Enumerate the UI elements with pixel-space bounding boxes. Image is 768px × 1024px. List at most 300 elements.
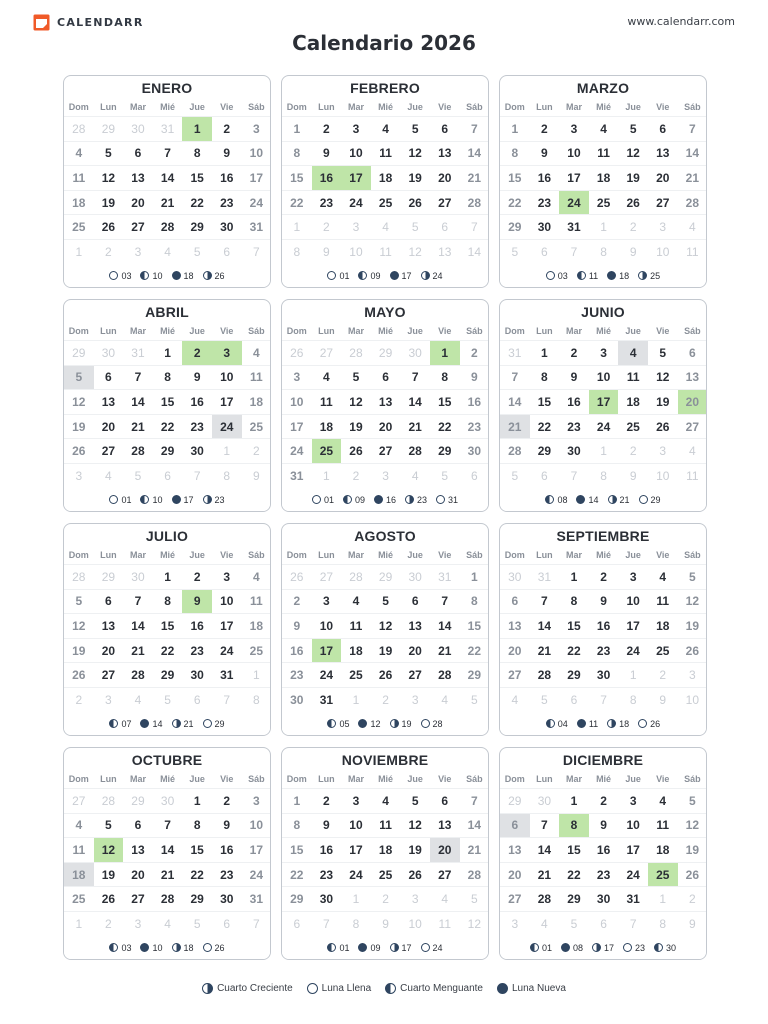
- adjacent-month-day[interactable]: 27: [64, 788, 94, 813]
- day-cell[interactable]: 14: [530, 613, 560, 638]
- day-cell[interactable]: 2: [182, 564, 212, 589]
- day-cell[interactable]: 15: [182, 837, 212, 862]
- day-cell[interactable]: 24: [618, 862, 648, 887]
- day-cell[interactable]: 10: [618, 589, 648, 614]
- day-cell[interactable]: 2: [312, 116, 342, 141]
- day-cell[interactable]: 3: [312, 589, 342, 614]
- day-cell[interactable]: 4: [312, 365, 342, 390]
- day-cell[interactable]: 4: [242, 564, 271, 589]
- day-cell[interactable]: 16: [530, 165, 560, 190]
- day-cell[interactable]: 20: [371, 414, 401, 439]
- adjacent-month-day[interactable]: 2: [312, 214, 342, 239]
- adjacent-month-day[interactable]: 27: [312, 564, 342, 589]
- adjacent-month-day[interactable]: 5: [530, 687, 560, 712]
- adjacent-month-day[interactable]: 30: [123, 116, 153, 141]
- day-cell[interactable]: 27: [678, 414, 707, 439]
- day-cell[interactable]: 20: [94, 414, 124, 439]
- day-cell[interactable]: 10: [341, 813, 371, 838]
- day-cell[interactable]: 20: [123, 190, 153, 215]
- day-cell[interactable]: 3: [341, 116, 371, 141]
- adjacent-month-day[interactable]: 7: [242, 239, 271, 264]
- day-cell[interactable]: 25: [589, 190, 619, 215]
- day-cell[interactable]: 28: [460, 862, 489, 887]
- day-cell[interactable]: 19: [618, 165, 648, 190]
- adjacent-month-day[interactable]: 2: [371, 886, 401, 911]
- day-cell[interactable]: 19: [371, 638, 401, 663]
- site-url-link[interactable]: www.calendarr.com: [627, 15, 735, 28]
- day-cell[interactable]: 16: [282, 638, 312, 663]
- day-cell[interactable]: 19: [400, 165, 430, 190]
- adjacent-month-day[interactable]: 6: [530, 463, 560, 488]
- adjacent-month-day[interactable]: 7: [312, 911, 342, 936]
- day-cell[interactable]: 28: [400, 438, 430, 463]
- day-cell[interactable]: 12: [648, 365, 678, 390]
- day-cell[interactable]: 23: [589, 638, 619, 663]
- day-cell[interactable]: 25: [341, 662, 371, 687]
- day-cell[interactable]: 1: [559, 788, 589, 813]
- adjacent-month-day[interactable]: 29: [94, 116, 124, 141]
- adjacent-month-day[interactable]: 2: [242, 438, 271, 463]
- day-cell[interactable]: 7: [460, 788, 489, 813]
- adjacent-month-day[interactable]: 27: [312, 340, 342, 365]
- holiday-day-cell[interactable]: 17: [341, 165, 371, 190]
- day-cell[interactable]: 19: [678, 837, 707, 862]
- holiday-day-cell[interactable]: 9: [182, 589, 212, 614]
- adjacent-month-day[interactable]: 1: [312, 463, 342, 488]
- day-cell[interactable]: 30: [559, 438, 589, 463]
- adjacent-month-day[interactable]: 28: [94, 788, 124, 813]
- day-cell[interactable]: 16: [589, 613, 619, 638]
- day-cell[interactable]: 7: [678, 116, 707, 141]
- day-cell[interactable]: 24: [242, 862, 271, 887]
- adjacent-month-day[interactable]: 31: [530, 564, 560, 589]
- day-cell[interactable]: 15: [559, 837, 589, 862]
- adjacent-month-day[interactable]: 2: [64, 687, 94, 712]
- day-cell[interactable]: 10: [618, 813, 648, 838]
- adjacent-month-day[interactable]: 2: [94, 911, 124, 936]
- adjacent-month-day[interactable]: 28: [64, 564, 94, 589]
- day-cell[interactable]: 26: [94, 886, 124, 911]
- adjacent-month-day[interactable]: 4: [94, 463, 124, 488]
- adjacent-month-day[interactable]: 4: [678, 214, 707, 239]
- day-cell[interactable]: 10: [242, 141, 271, 166]
- day-cell[interactable]: 19: [94, 862, 124, 887]
- day-cell[interactable]: 27: [500, 886, 530, 911]
- day-cell[interactable]: 6: [500, 813, 530, 838]
- holiday-day-cell[interactable]: 20: [678, 389, 707, 414]
- day-cell[interactable]: 25: [371, 190, 401, 215]
- adjacent-month-day[interactable]: 6: [430, 214, 460, 239]
- adjacent-month-day[interactable]: 30: [530, 788, 560, 813]
- adjacent-month-day[interactable]: 4: [430, 886, 460, 911]
- day-cell[interactable]: 24: [618, 638, 648, 663]
- day-cell[interactable]: 15: [500, 165, 530, 190]
- adjacent-month-day[interactable]: 29: [94, 564, 124, 589]
- day-cell[interactable]: 11: [618, 365, 648, 390]
- adjacent-month-day[interactable]: 5: [500, 239, 530, 264]
- day-cell[interactable]: 23: [212, 862, 242, 887]
- adjacent-month-day[interactable]: 2: [341, 463, 371, 488]
- day-cell[interactable]: 14: [123, 613, 153, 638]
- day-cell[interactable]: 14: [153, 165, 183, 190]
- day-cell[interactable]: 5: [94, 813, 124, 838]
- adjacent-month-day[interactable]: 26: [282, 564, 312, 589]
- day-cell[interactable]: 21: [123, 414, 153, 439]
- day-cell[interactable]: 12: [400, 141, 430, 166]
- day-cell[interactable]: 24: [341, 862, 371, 887]
- day-cell[interactable]: 2: [312, 788, 342, 813]
- adjacent-month-day[interactable]: 11: [371, 239, 401, 264]
- adjacent-month-day[interactable]: 1: [341, 687, 371, 712]
- adjacent-month-day[interactable]: 3: [400, 886, 430, 911]
- adjacent-month-day[interactable]: 8: [242, 687, 271, 712]
- day-cell[interactable]: 9: [530, 141, 560, 166]
- day-cell[interactable]: 11: [242, 365, 271, 390]
- day-cell[interactable]: 4: [64, 141, 94, 166]
- day-cell[interactable]: 7: [530, 813, 560, 838]
- day-cell[interactable]: 8: [153, 365, 183, 390]
- day-cell[interactable]: 21: [500, 414, 530, 439]
- day-cell[interactable]: 15: [559, 613, 589, 638]
- day-cell[interactable]: 28: [430, 662, 460, 687]
- day-cell[interactable]: 29: [153, 438, 183, 463]
- day-cell[interactable]: 28: [530, 662, 560, 687]
- day-cell[interactable]: 22: [430, 414, 460, 439]
- day-cell[interactable]: 26: [678, 862, 707, 887]
- day-cell[interactable]: 23: [182, 414, 212, 439]
- adjacent-month-day[interactable]: 4: [153, 911, 183, 936]
- adjacent-month-day[interactable]: 4: [500, 687, 530, 712]
- day-cell[interactable]: 9: [312, 813, 342, 838]
- adjacent-month-day[interactable]: 6: [212, 911, 242, 936]
- day-cell[interactable]: 11: [242, 589, 271, 614]
- day-cell[interactable]: 29: [182, 214, 212, 239]
- day-cell[interactable]: 14: [500, 389, 530, 414]
- day-cell[interactable]: 28: [153, 214, 183, 239]
- day-cell[interactable]: 8: [430, 365, 460, 390]
- day-cell[interactable]: 23: [559, 414, 589, 439]
- day-cell[interactable]: 11: [648, 589, 678, 614]
- day-cell[interactable]: 3: [212, 564, 242, 589]
- day-cell[interactable]: 10: [559, 141, 589, 166]
- adjacent-month-day[interactable]: 11: [678, 463, 707, 488]
- day-cell[interactable]: 2: [559, 340, 589, 365]
- day-cell[interactable]: 7: [460, 116, 489, 141]
- adjacent-month-day[interactable]: 9: [312, 239, 342, 264]
- adjacent-month-day[interactable]: 5: [559, 911, 589, 936]
- adjacent-month-day[interactable]: 5: [500, 463, 530, 488]
- adjacent-month-day[interactable]: 6: [530, 239, 560, 264]
- day-cell[interactable]: 31: [212, 662, 242, 687]
- day-cell[interactable]: 28: [678, 190, 707, 215]
- day-cell[interactable]: 4: [648, 788, 678, 813]
- adjacent-month-day[interactable]: 6: [589, 911, 619, 936]
- day-cell[interactable]: 12: [678, 589, 707, 614]
- day-cell[interactable]: 5: [678, 788, 707, 813]
- day-cell[interactable]: 25: [371, 862, 401, 887]
- adjacent-month-day[interactable]: 6: [559, 687, 589, 712]
- adjacent-month-day[interactable]: 11: [430, 911, 460, 936]
- day-cell[interactable]: 17: [282, 414, 312, 439]
- day-cell[interactable]: 20: [500, 862, 530, 887]
- adjacent-month-day[interactable]: 28: [341, 564, 371, 589]
- day-cell[interactable]: 18: [371, 165, 401, 190]
- day-cell[interactable]: 15: [182, 165, 212, 190]
- day-cell[interactable]: 10: [589, 365, 619, 390]
- day-cell[interactable]: 19: [64, 638, 94, 663]
- day-cell[interactable]: 31: [242, 886, 271, 911]
- adjacent-month-day[interactable]: 4: [678, 438, 707, 463]
- day-cell[interactable]: 16: [212, 165, 242, 190]
- adjacent-month-day[interactable]: 5: [460, 886, 489, 911]
- day-cell[interactable]: 3: [589, 340, 619, 365]
- day-cell[interactable]: 3: [282, 365, 312, 390]
- adjacent-month-day[interactable]: 10: [400, 911, 430, 936]
- adjacent-month-day[interactable]: 31: [123, 340, 153, 365]
- adjacent-month-day[interactable]: 3: [400, 687, 430, 712]
- day-cell[interactable]: 26: [678, 638, 707, 663]
- adjacent-month-day[interactable]: 26: [282, 340, 312, 365]
- day-cell[interactable]: 29: [530, 438, 560, 463]
- adjacent-month-day[interactable]: 7: [618, 911, 648, 936]
- day-cell[interactable]: 13: [94, 389, 124, 414]
- adjacent-month-day[interactable]: 10: [648, 463, 678, 488]
- holiday-day-cell[interactable]: 24: [559, 190, 589, 215]
- day-cell[interactable]: 19: [400, 837, 430, 862]
- adjacent-month-day[interactable]: 5: [400, 214, 430, 239]
- holiday-day-cell[interactable]: 17: [312, 638, 342, 663]
- day-cell[interactable]: 15: [430, 389, 460, 414]
- day-cell[interactable]: 5: [64, 589, 94, 614]
- day-cell[interactable]: 15: [153, 389, 183, 414]
- day-cell[interactable]: 20: [430, 837, 460, 862]
- day-cell[interactable]: 10: [282, 389, 312, 414]
- day-cell[interactable]: 2: [530, 116, 560, 141]
- adjacent-month-day[interactable]: 4: [400, 463, 430, 488]
- holiday-day-cell[interactable]: 12: [94, 837, 124, 862]
- adjacent-month-day[interactable]: 31: [153, 116, 183, 141]
- day-cell[interactable]: 18: [589, 165, 619, 190]
- day-cell[interactable]: 18: [242, 613, 271, 638]
- day-cell[interactable]: 8: [500, 141, 530, 166]
- adjacent-month-day[interactable]: 14: [460, 239, 489, 264]
- day-cell[interactable]: 9: [559, 365, 589, 390]
- day-cell[interactable]: 10: [212, 589, 242, 614]
- day-cell[interactable]: 30: [460, 438, 489, 463]
- adjacent-month-day[interactable]: 1: [64, 911, 94, 936]
- day-cell[interactable]: 22: [530, 414, 560, 439]
- day-cell[interactable]: 9: [212, 813, 242, 838]
- day-cell[interactable]: 14: [430, 613, 460, 638]
- adjacent-month-day[interactable]: 8: [282, 239, 312, 264]
- day-cell[interactable]: 4: [648, 564, 678, 589]
- day-cell[interactable]: 14: [678, 141, 707, 166]
- day-cell[interactable]: 24: [212, 414, 242, 439]
- day-cell[interactable]: 6: [430, 116, 460, 141]
- adjacent-month-day[interactable]: 28: [64, 116, 94, 141]
- day-cell[interactable]: 28: [123, 662, 153, 687]
- day-cell[interactable]: 26: [64, 438, 94, 463]
- day-cell[interactable]: 10: [341, 141, 371, 166]
- adjacent-month-day[interactable]: 12: [400, 239, 430, 264]
- day-cell[interactable]: 17: [618, 837, 648, 862]
- adjacent-month-day[interactable]: 2: [678, 886, 707, 911]
- adjacent-month-day[interactable]: 1: [648, 886, 678, 911]
- day-cell[interactable]: 30: [182, 662, 212, 687]
- day-cell[interactable]: 5: [371, 589, 401, 614]
- day-cell[interactable]: 5: [94, 141, 124, 166]
- day-cell[interactable]: 18: [648, 837, 678, 862]
- day-cell[interactable]: 11: [64, 165, 94, 190]
- adjacent-month-day[interactable]: 8: [618, 687, 648, 712]
- day-cell[interactable]: 6: [430, 788, 460, 813]
- day-cell[interactable]: 21: [460, 837, 489, 862]
- adjacent-month-day[interactable]: 5: [153, 687, 183, 712]
- adjacent-month-day[interactable]: 3: [341, 214, 371, 239]
- day-cell[interactable]: 17: [559, 165, 589, 190]
- day-cell[interactable]: 20: [430, 165, 460, 190]
- day-cell[interactable]: 27: [371, 438, 401, 463]
- adjacent-month-day[interactable]: 29: [64, 340, 94, 365]
- day-cell[interactable]: 8: [182, 141, 212, 166]
- day-cell[interactable]: 15: [282, 165, 312, 190]
- day-cell[interactable]: 8: [282, 141, 312, 166]
- adjacent-month-day[interactable]: 7: [589, 687, 619, 712]
- day-cell[interactable]: 21: [153, 862, 183, 887]
- day-cell[interactable]: 16: [460, 389, 489, 414]
- day-cell[interactable]: 24: [282, 438, 312, 463]
- adjacent-month-day[interactable]: 3: [648, 214, 678, 239]
- adjacent-month-day[interactable]: 8: [212, 463, 242, 488]
- day-cell[interactable]: 1: [559, 564, 589, 589]
- day-cell[interactable]: 31: [242, 214, 271, 239]
- adjacent-month-day[interactable]: 9: [648, 687, 678, 712]
- day-cell[interactable]: 4: [64, 813, 94, 838]
- day-cell[interactable]: 25: [64, 886, 94, 911]
- day-cell[interactable]: 19: [341, 414, 371, 439]
- day-cell[interactable]: 20: [400, 638, 430, 663]
- adjacent-month-day[interactable]: 8: [589, 239, 619, 264]
- day-cell[interactable]: 2: [212, 116, 242, 141]
- day-cell[interactable]: 6: [678, 340, 707, 365]
- day-cell[interactable]: 22: [282, 862, 312, 887]
- day-cell[interactable]: 17: [618, 613, 648, 638]
- day-cell[interactable]: 28: [153, 886, 183, 911]
- adjacent-month-day[interactable]: 7: [182, 463, 212, 488]
- day-cell[interactable]: 21: [530, 862, 560, 887]
- day-cell[interactable]: 6: [371, 365, 401, 390]
- day-cell[interactable]: 9: [589, 813, 619, 838]
- day-cell[interactable]: 26: [64, 662, 94, 687]
- day-cell[interactable]: 12: [618, 141, 648, 166]
- brand-logo[interactable]: [33, 14, 144, 31]
- day-cell[interactable]: 26: [648, 414, 678, 439]
- day-cell[interactable]: 21: [530, 638, 560, 663]
- adjacent-month-day[interactable]: 4: [371, 214, 401, 239]
- adjacent-month-day[interactable]: 7: [559, 239, 589, 264]
- day-cell[interactable]: 4: [371, 788, 401, 813]
- day-cell[interactable]: 29: [559, 886, 589, 911]
- day-cell[interactable]: 22: [182, 862, 212, 887]
- day-cell[interactable]: 30: [282, 687, 312, 712]
- day-cell[interactable]: 8: [153, 589, 183, 614]
- adjacent-month-day[interactable]: 4: [430, 687, 460, 712]
- adjacent-month-day[interactable]: 1: [341, 886, 371, 911]
- day-cell[interactable]: 9: [460, 365, 489, 390]
- day-cell[interactable]: 2: [589, 788, 619, 813]
- day-cell[interactable]: 15: [153, 613, 183, 638]
- day-cell[interactable]: 21: [460, 165, 489, 190]
- adjacent-month-day[interactable]: 7: [460, 214, 489, 239]
- day-cell[interactable]: 17: [242, 165, 271, 190]
- adjacent-month-day[interactable]: 9: [371, 911, 401, 936]
- day-cell[interactable]: 8: [282, 813, 312, 838]
- day-cell[interactable]: 5: [64, 365, 94, 390]
- day-cell[interactable]: 16: [182, 389, 212, 414]
- day-cell[interactable]: 29: [500, 214, 530, 239]
- day-cell[interactable]: 23: [212, 190, 242, 215]
- day-cell[interactable]: 11: [648, 813, 678, 838]
- holiday-day-cell[interactable]: 3: [212, 340, 242, 365]
- adjacent-month-day[interactable]: 9: [242, 463, 271, 488]
- day-cell[interactable]: 9: [282, 613, 312, 638]
- day-cell[interactable]: 6: [500, 589, 530, 614]
- day-cell[interactable]: 6: [123, 141, 153, 166]
- holiday-day-cell[interactable]: 8: [559, 813, 589, 838]
- adjacent-month-day[interactable]: 3: [678, 662, 707, 687]
- day-cell[interactable]: 12: [400, 813, 430, 838]
- day-cell[interactable]: 2: [589, 564, 619, 589]
- day-cell[interactable]: 1: [460, 564, 489, 589]
- adjacent-month-day[interactable]: 2: [371, 687, 401, 712]
- day-cell[interactable]: 4: [618, 340, 648, 365]
- day-cell[interactable]: 19: [648, 389, 678, 414]
- day-cell[interactable]: 5: [341, 365, 371, 390]
- adjacent-month-day[interactable]: 5: [182, 239, 212, 264]
- adjacent-month-day[interactable]: 3: [123, 239, 153, 264]
- adjacent-month-day[interactable]: 29: [371, 564, 401, 589]
- day-cell[interactable]: 1: [153, 564, 183, 589]
- holiday-day-cell[interactable]: 17: [589, 389, 619, 414]
- adjacent-month-day[interactable]: 8: [648, 911, 678, 936]
- day-cell[interactable]: 26: [618, 190, 648, 215]
- day-cell[interactable]: 27: [123, 214, 153, 239]
- day-cell[interactable]: 30: [312, 886, 342, 911]
- day-cell[interactable]: 7: [153, 141, 183, 166]
- day-cell[interactable]: 5: [400, 788, 430, 813]
- day-cell[interactable]: 3: [618, 564, 648, 589]
- day-cell[interactable]: 28: [500, 438, 530, 463]
- adjacent-month-day[interactable]: 2: [94, 239, 124, 264]
- day-cell[interactable]: 18: [312, 414, 342, 439]
- holiday-day-cell[interactable]: 2: [182, 340, 212, 365]
- adjacent-month-day[interactable]: 3: [500, 911, 530, 936]
- day-cell[interactable]: 29: [460, 662, 489, 687]
- day-cell[interactable]: 9: [312, 141, 342, 166]
- day-cell[interactable]: 13: [94, 613, 124, 638]
- adjacent-month-day[interactable]: 5: [430, 463, 460, 488]
- day-cell[interactable]: 19: [94, 190, 124, 215]
- adjacent-month-day[interactable]: 7: [212, 687, 242, 712]
- day-cell[interactable]: 6: [648, 116, 678, 141]
- day-cell[interactable]: 13: [123, 165, 153, 190]
- day-cell[interactable]: 23: [530, 190, 560, 215]
- adjacent-month-day[interactable]: 4: [153, 239, 183, 264]
- day-cell[interactable]: 7: [500, 365, 530, 390]
- adjacent-month-day[interactable]: 6: [282, 911, 312, 936]
- day-cell[interactable]: 23: [312, 190, 342, 215]
- day-cell[interactable]: 22: [559, 862, 589, 887]
